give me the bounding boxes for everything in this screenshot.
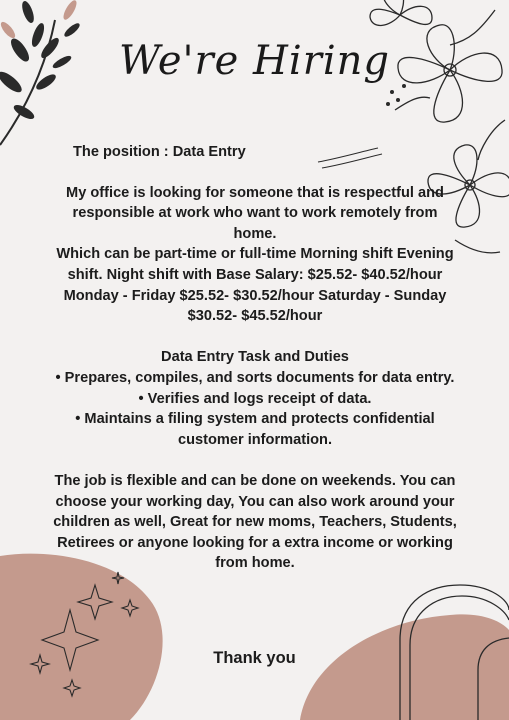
accent-blob-left	[0, 554, 163, 720]
position-line: The position : Data Entry	[73, 144, 246, 160]
salary-paragraph: Which can be part-time or full-time Morning shift Evening shift. Night shift with Base Salary: $25.52- $40.52/hour Monday - Friday $25.52- $30.52/hour Saturday - Sunday $30.52- $45.52/hour	[56, 246, 454, 325]
flower-dots-icon	[386, 84, 406, 106]
hiring-title: We're Hiring	[119, 38, 390, 84]
duty-item: • Verifies and logs receipt of data.	[138, 390, 372, 407]
flyer-body	[50, 142, 460, 574]
duty-item: • Prepares, compiles, and sorts documents for data entry.	[55, 369, 455, 386]
duty-item: • Maintains a filing system and protects confidential customer information.	[75, 411, 435, 448]
closing-paragraph: The job is flexible and can be done on weekends. You can choose your working day, You can also work around your children as well, Great for new moms, Teachers, Students, Retirees or anyone looking for a extra income or working from home.	[53, 472, 457, 572]
thank-you-text: Thank you	[213, 649, 296, 667]
duties-heading: Data Entry Task and Duties	[161, 349, 349, 366]
intro-paragraph: My office is looking for someone that is respectful and responsible at work who want to work remotely from home.	[66, 184, 444, 242]
